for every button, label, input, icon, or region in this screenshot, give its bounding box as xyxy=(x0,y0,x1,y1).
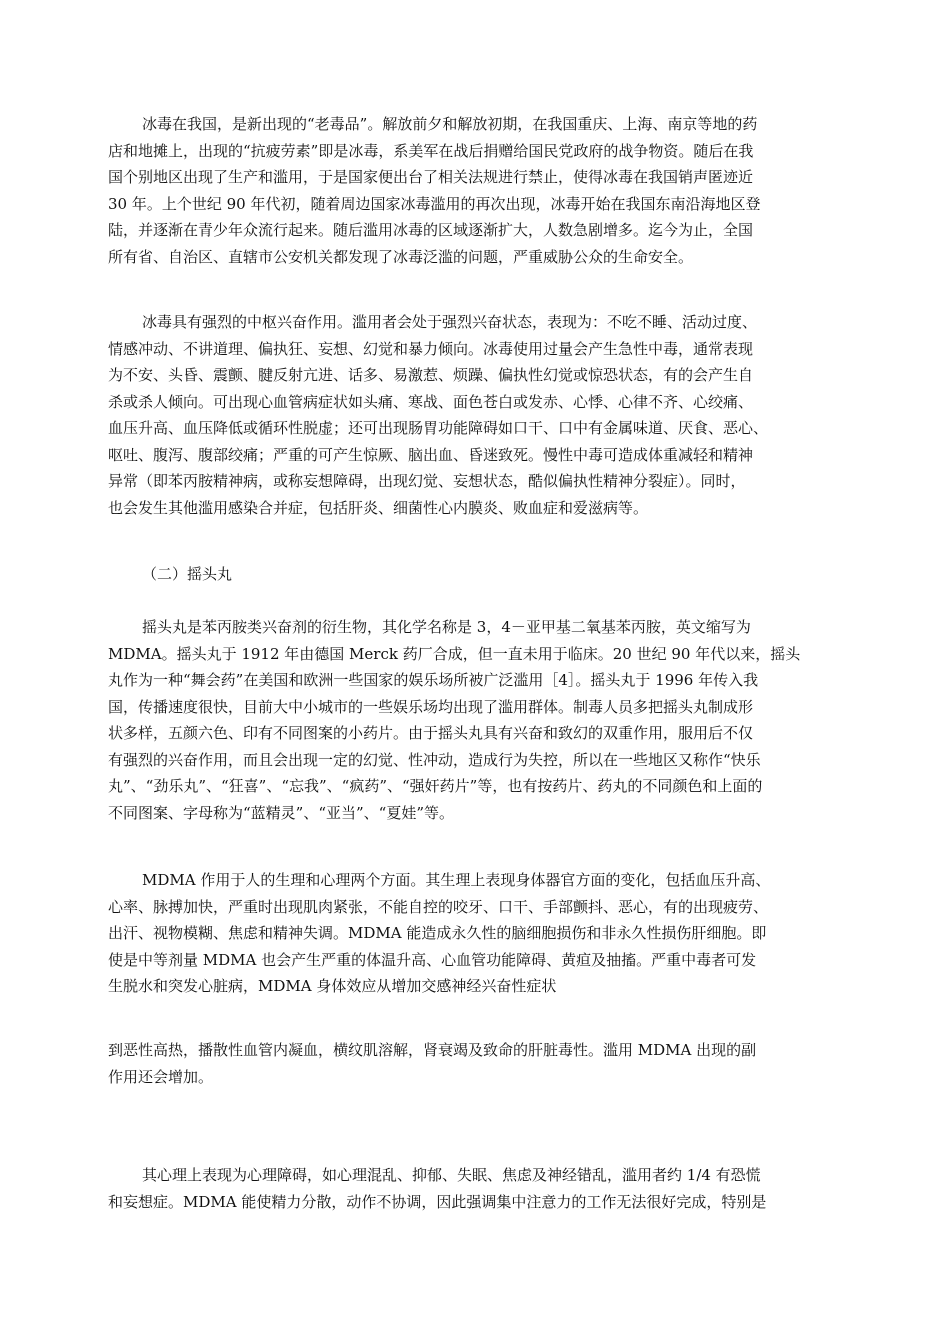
text-line: 杀或杀人倾向。可出现心血管病症状如头痛、寒战、面色苍白或发赤、心悸、心律不齐、心绞痛、 xyxy=(108,392,754,411)
paragraph-mdma-toxicity xyxy=(108,1037,848,1090)
text-line: 使是中等剂量 MDMA 也会产生严重的体温升高、心血管功能障碍、黄疸及抽搐。严重中毒者可发 xyxy=(108,950,757,969)
text-line: 丸作为一种“舞会药”在美国和欧洲一些国家的娱乐场所被广泛滥用［4］。摇头丸于 1996 年传入我 xyxy=(108,671,759,689)
text-line: 血压升高、血压降低或循环性脱虚；还可出现肠胃功能障碍如口干、口中有金属味道、厌食、恶心、 xyxy=(108,419,769,437)
section-heading-text: （二）摇头丸 xyxy=(142,565,233,583)
paragraph-mdma-physiology xyxy=(108,867,848,1000)
text-line: 所有省、自治区、直辖市公安机关都发现了冰毒泛滥的问题，严重威胁公众的生命安全。 xyxy=(108,247,694,266)
section-heading xyxy=(108,561,848,588)
paragraph-meth-effects xyxy=(108,309,848,521)
text-line: 心率、脉搏加快，严重时出现肌肉紧张，不能自控的咬牙、口干、手部颤抖、恶心，有的出现疲劳、 xyxy=(108,897,769,916)
text-line: 和妄想症。MDMA 能使精力分散，动作不协调，因此强调集中注意力的工作无法很好完成，特别是 xyxy=(108,1192,767,1211)
text-line: 国个别地区出现了生产和滥用，于是国家便出台了相关法规进行禁止，使得冰毒在我国销声匿迹近 xyxy=(108,168,754,186)
text-line: 情感冲动、不讲道理、偏执狂、妄想、幻觉和暴力倾向。冰毒使用过量会产生急性中毒，通常表现 xyxy=(108,339,754,358)
text-line: 为不安、头昏、震颤、腱反射亢进、话多、易激惹、烦躁、偏执性幻觉或惊恐状态，有的会产生自 xyxy=(108,366,754,384)
text-line: 呕吐、腹泻、腹部绞痛；严重的可产生惊厥、脑出血、昏迷致死。慢性中毒可造成体重减轻和精神 xyxy=(108,445,754,464)
text-line: MDMA。摇头丸于 1912 年由德国 Merck 药厂合成，但一直未用于临床。20 世纪 90 年代以来，摇头 xyxy=(108,644,801,663)
text-line: 有强烈的兴奋作用，而且会出现一定的幻觉、性冲动，造成行为失控，所以在一些地区又称作“快乐 xyxy=(108,750,761,769)
text-line: 冰毒在我国，是新出现的“老毒品”。解放前夕和解放初期，在我国重庆、上海、南京等地的药 xyxy=(142,115,758,133)
text-line: 作用还会增加。 xyxy=(108,1067,214,1086)
paragraph-mdma-intro xyxy=(108,614,848,826)
text-line: 生脱水和突发心脏病，MDMA 身体效应从增加交感神经兴奋性症状 xyxy=(108,977,557,995)
text-line: 丸”、“劲乐丸”、“狂喜”、“忘我”、“疯药”、“强奸药片”等，也有按药片、药丸的不同颜色和上面的 xyxy=(108,777,763,795)
text-line: 不同图案、字母称为“蓝精灵”、“亚当”、“夏娃”等。 xyxy=(108,803,455,822)
paragraph-mdma-psychology xyxy=(108,1162,848,1215)
text-line: 异常（即苯丙胺精神病，或称妄想障碍，出现幻觉、妄想状态，酷似偏执性精神分裂症）。同时， xyxy=(108,472,746,490)
text-line: 其心理上表现为心理障碍，如心理混乱、抑郁、失眠、焦虑及神经错乱，滥用者约 1/4 有恐慌 xyxy=(142,1166,761,1184)
text-line: 30 年。上个世纪 90 年代初，随着周边国家冰毒滥用的再次出现，冰毒开始在我国东南沿海地区登 xyxy=(108,194,761,213)
text-line: 冰毒具有强烈的中枢兴奋作用。滥用者会处于强烈兴奋状态，表现为：不吃不睡、活动过度、 xyxy=(142,313,758,331)
text-line: 店和地摊上，出现的“抗疲劳素”即是冰毒，系美军在战后捐赠给国民党政府的战争物资。随后在我 xyxy=(108,141,754,160)
text-line: MDMA 作用于人的生理和心理两个方面。其生理上表现身体器官方面的变化，包括血压升高、 xyxy=(142,871,771,889)
text-line: 陆，并逐渐在青少年众流行起来。随后滥用冰毒的区域逐渐扩大，人数急剧增多。迄今为止，全国 xyxy=(108,221,754,239)
paragraph-meth-history xyxy=(108,111,848,270)
text-line: 状多样，五颜六色、印有不同图案的小药片。由于摇头丸具有兴奋和致幻的双重作用，服用后不仅 xyxy=(108,724,754,742)
text-line: 出汗、视物模糊、焦虑和精神失调。MDMA 能造成永久性的脑细胞损伤和非永久性损伤肝细胞。即 xyxy=(108,924,767,942)
text-line: 摇头丸是苯丙胺类兴奋剂的衍生物，其化学名称是 3，4－亚甲基二氧基苯丙胺，英文缩写为 xyxy=(142,618,751,636)
text-line: 国，传播速度很快，目前大中小城市的一些娱乐场均出现了滥用群体。制毒人员多把摇头丸制成形 xyxy=(108,697,754,716)
text-line: 也会发生其他滥用感染合并症，包括肝炎、细菌性心内膜炎、败血症和爱滋病等。 xyxy=(108,498,649,517)
text-line: 到恶性高热，播散性血管内凝血，横纹肌溶解，肾衰竭及致命的肝脏毒性。滥用 MDMA 出现的副 xyxy=(108,1041,757,1059)
